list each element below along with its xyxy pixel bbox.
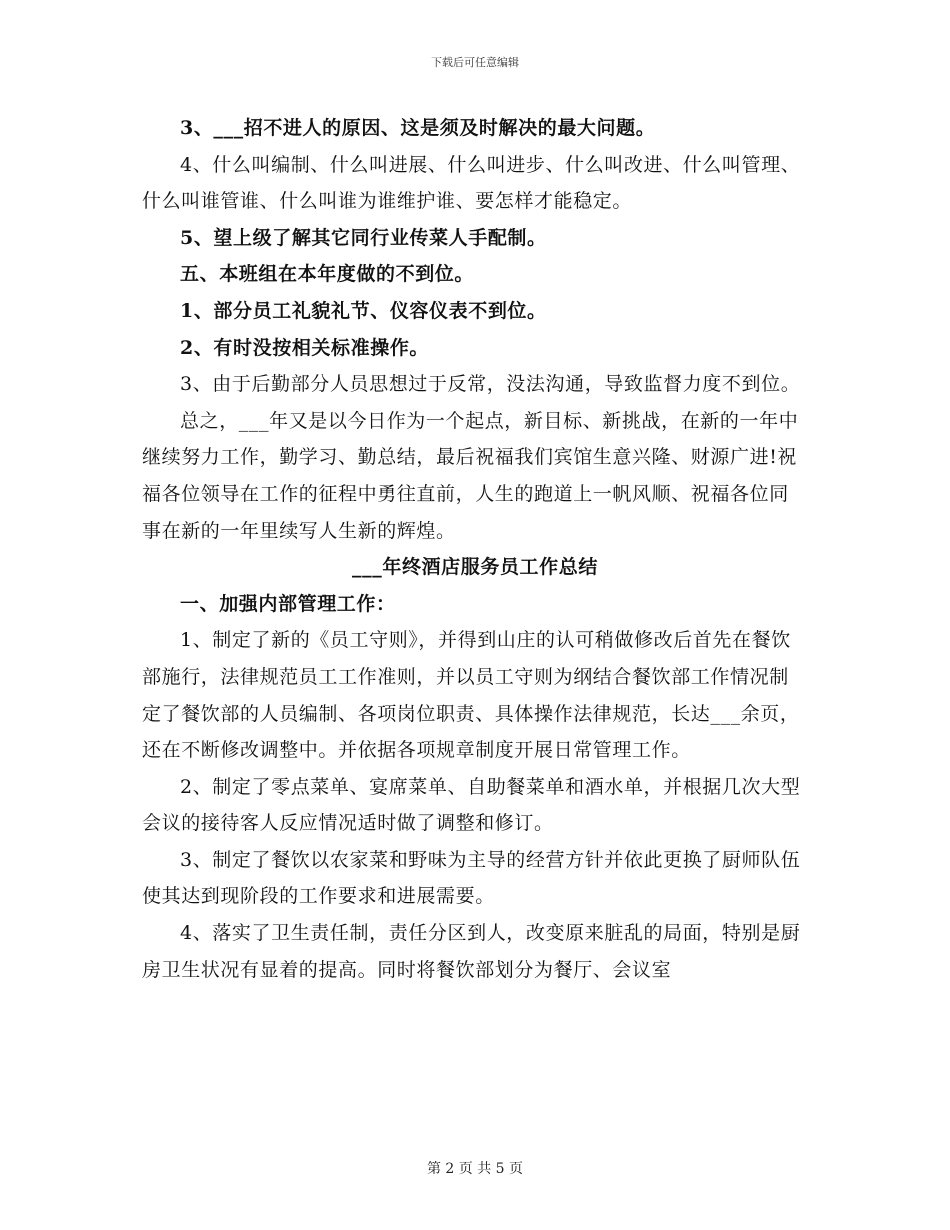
section-heading: 一、加强内部管理工作： xyxy=(180,592,396,615)
page-footer: 第 2 页 共 5 页 xyxy=(426,1161,524,1177)
paragraph: 4、落实了卫生责任制，责任分区到人，改变原来脏乱的局面，特别是厨房卫生状况有显着的提高。同时将餐饮部划分为餐厅、会议室 xyxy=(142,922,801,981)
page-header: 下载后可任意编辑 xyxy=(431,56,519,69)
paragraph: 1、制定了新的《员工守则》，并得到山庄的认可稍做修改后首先在餐饮部施行，法律规范员工工作准则，并以员工守则为纲结合餐饮部工作情况制定了餐饮部的人员编制、各项岗位职责、具体操作法律规范，长达___余页，还在不断修改调整中。并依据各项规章制度开展日常管理工作。 xyxy=(142,629,800,762)
document-title: ___年终酒店服务员工作总结 xyxy=(352,556,598,579)
document-body xyxy=(142,110,808,988)
paragraph: 2、制定了零点菜单、宴席菜单、自助餐菜单和酒水单，并根据几次大型会议的接待客人反应情况适时做了调整和修订。 xyxy=(142,775,801,835)
paragraph: 1、部分员工礼貌礼节、仪容仪表不到位。 xyxy=(180,299,547,322)
paragraph: 2、有时没按相关标准操作。 xyxy=(180,336,430,359)
section-heading: 五、本班组在本年度做的不到位。 xyxy=(180,263,475,286)
paragraph: 总之，___年又是以今日作为一个起点，新目标、新挑战，在新的一年中继续努力工作，勤学习、勤总结，最后祝福我们宾馆生意兴隆、财源广进!祝福各位领导在工作的征程中勇往直前，人生的跑道上一帆风顺、祝福各位同事在新的一年里续写人生新的辉煌。 xyxy=(142,409,799,542)
paragraph: 3、制定了餐饮以农家菜和野味为主导的经营方针并依此更换了厨师队伍使其达到现阶段的工作要求和进展需要。 xyxy=(142,848,801,908)
paragraph: 3、由于后勤部分人员思想过于反常，没法沟通，导致监督力度不到位。 xyxy=(180,373,801,396)
paragraph: 3、___招不进人的原因、这是须及时解决的最大问题。 xyxy=(180,117,656,139)
paragraph: 5、望上级了解其它同行业传菜人手配制。 xyxy=(180,226,547,249)
paragraph: 4、什么叫编制、什么叫进展、什么叫进步、什么叫改进、什么叫管理、什么叫谁管谁、什么叫谁为谁维护谁、要怎样才能稳定。 xyxy=(142,153,801,213)
